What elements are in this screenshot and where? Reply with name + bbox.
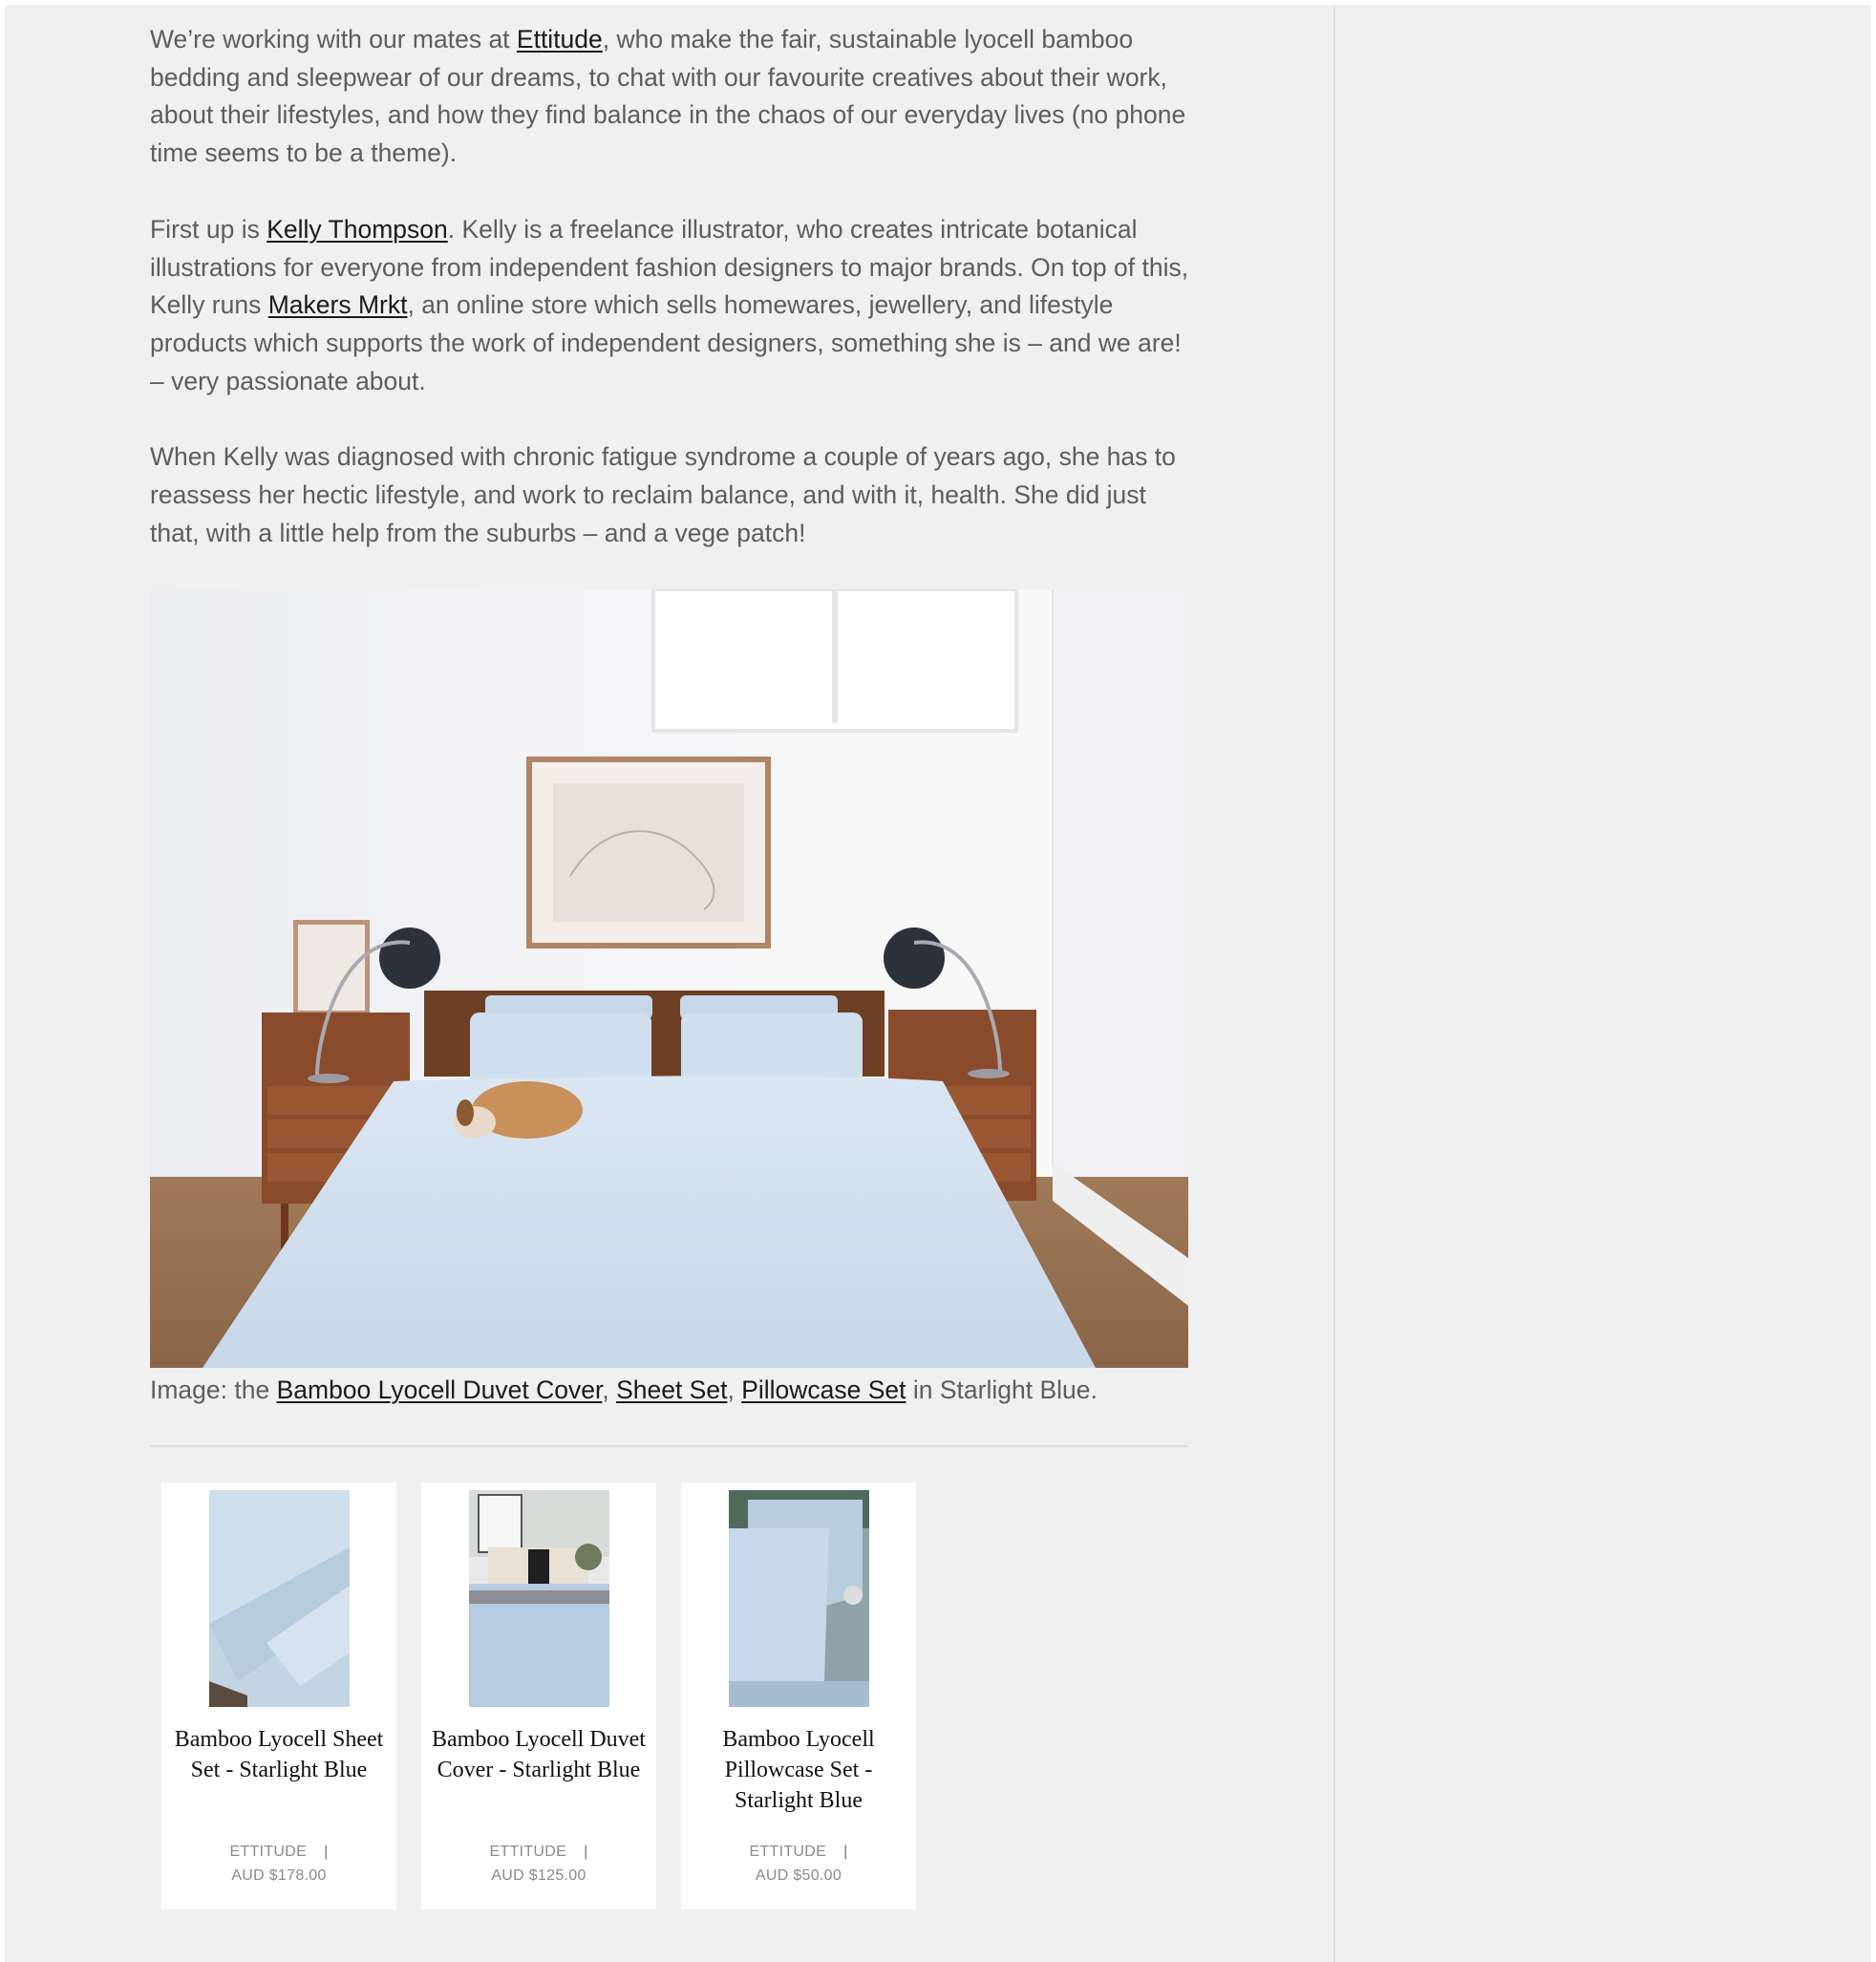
product-title[interactable]: Bamboo Lyocell Sheet Set - Starlight Blue: [174, 1727, 384, 1782]
product-meta: [421, 1840, 656, 1887]
bedroom-photo-illustration: [150, 589, 1188, 1368]
ettitude-link[interactable]: Ettitude: [516, 25, 603, 53]
bedroom-photo: [150, 589, 1188, 1368]
article-body: [150, 21, 1194, 590]
product-card-duvet-cover[interactable]: [421, 1482, 656, 1909]
product-card-sheet-set[interactable]: [161, 1482, 396, 1909]
product-price: AUD $125.00: [491, 1867, 586, 1884]
brand-separator: |: [584, 1844, 588, 1860]
brand-separator: |: [843, 1844, 848, 1860]
page: [5, 5, 1871, 1962]
product-meta: [681, 1840, 916, 1887]
intro-paragraph: We’re working with our mates at Ettitude, who make the fair, sustainable lyocell bamboo bedding and sleepwear of our dreams, to chat with our favourite creatives about their work, about their lifestyles, and how they find balance in the chaos of our everyday lives (no phone time seems to be a theme).: [150, 25, 1186, 168]
product-image-pillowcase-set[interactable]: [729, 1490, 869, 1707]
product-title[interactable]: Bamboo Lyocell Duvet Cover - Starlight Blue: [432, 1727, 646, 1782]
kelly-paragraph: First up is Kelly Thompson. Kelly is a freelance illustrator, who creates intricate botanical illustrations for everyone from independent fashion designers to major brands. On top of this, Kelly runs Makers Mrkt, an online store which sells homewares, jewellery, and lifestyle products which supports the work of independent designers, something she is – and we are! – very passionate about.: [150, 214, 1189, 395]
pillowcase-set-link[interactable]: Pillowcase Set: [741, 1376, 906, 1404]
health-paragraph: When Kelly was diagnosed with chronic fatigue syndrome a couple of years ago, she has to reassess her hectic lifestyle, and work to reclaim balance, and with it, health. She did just that, with a little help from the suburbs – and a vege patch!: [150, 442, 1176, 547]
makers-mrkt-link[interactable]: Makers Mrkt: [267, 290, 408, 320]
product-image-sheet-set[interactable]: [209, 1490, 350, 1707]
product-price: AUD $50.00: [755, 1867, 842, 1884]
product-brand: ETTITUDE: [229, 1844, 308, 1860]
product-brand: ETTITUDE: [749, 1844, 827, 1860]
product-image-duvet-cover[interactable]: [469, 1490, 609, 1707]
photo-caption: Image: the Bamboo Lyocell Duvet Cover, Sheet Set, Pillowcase Set in Starlight Blue.: [150, 1376, 1098, 1404]
product-meta: [161, 1840, 396, 1887]
product-card-pillowcase-set[interactable]: [681, 1482, 916, 1909]
kelly-thompson-link[interactable]: Kelly Thompson: [266, 214, 448, 244]
duvet-cover-link[interactable]: Bamboo Lyocell Duvet Cover: [276, 1376, 603, 1404]
sheet-set-link[interactable]: Sheet Set: [616, 1376, 728, 1404]
sidebar-divider: [1333, 5, 1335, 1962]
product-price: AUD $178.00: [231, 1867, 327, 1884]
product-brand: ETTITUDE: [489, 1844, 567, 1860]
section-divider: [150, 1445, 1188, 1447]
brand-separator: |: [324, 1844, 329, 1860]
product-title[interactable]: Bamboo Lyocell Pillowcase Set - Starlight Blue: [722, 1727, 875, 1813]
